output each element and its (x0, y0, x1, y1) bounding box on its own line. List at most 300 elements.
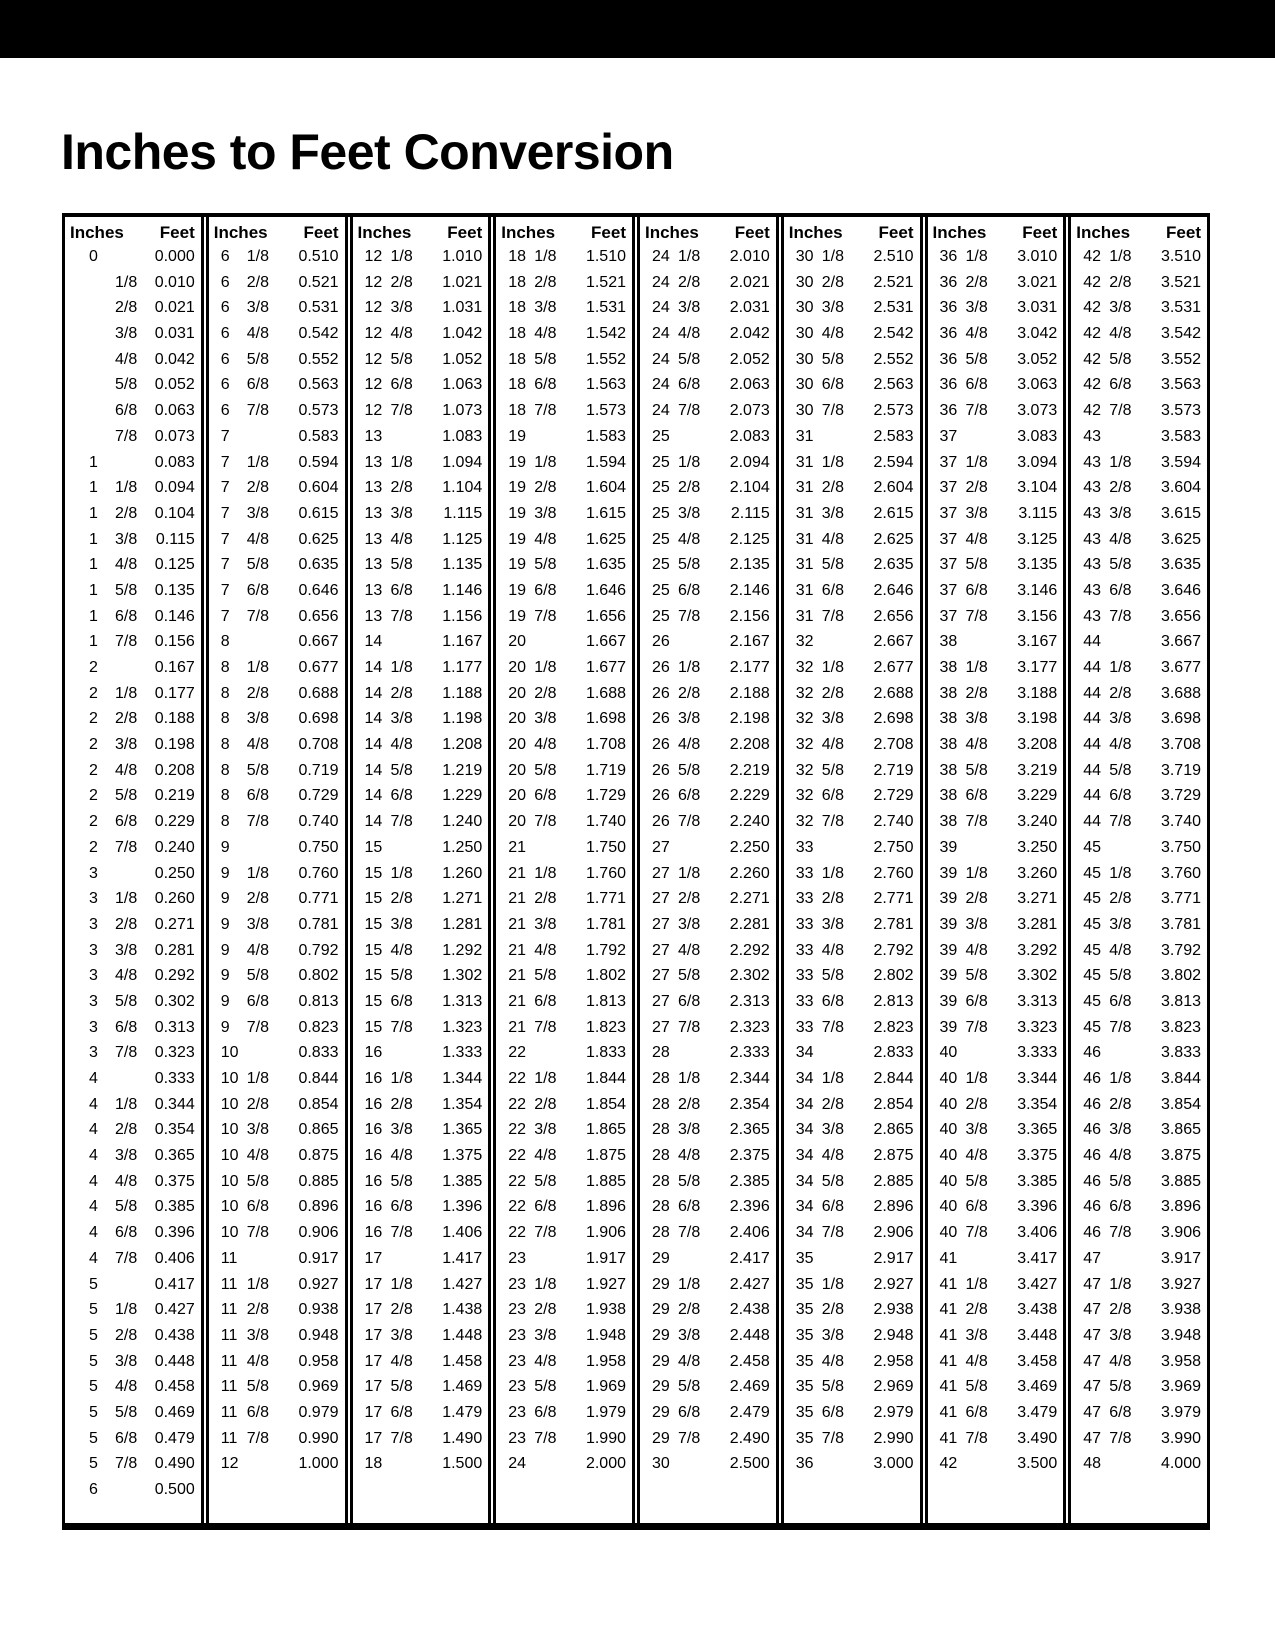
cell-inches-whole: 4 (89, 1198, 98, 1216)
cell-inches-whole (89, 372, 115, 398)
cell-inches-whole: 19 (508, 479, 527, 497)
table-row (496, 1220, 632, 1246)
cell-feet-value: 0.375 (154, 1172, 195, 1190)
cell-inches-whole: 2 (89, 659, 98, 676)
cell-inches-fraction: 2/8 (246, 1301, 269, 1319)
cell-inches-whole: 39 (939, 1018, 958, 1036)
cell-inches-whole: 9 (220, 941, 230, 959)
cell-inches-whole: 19 (508, 427, 527, 445)
table-row (928, 501, 1064, 527)
cell-inches-fraction: 5/8 (534, 1378, 557, 1396)
cell-inches-whole: 25 (652, 607, 670, 625)
table-row (928, 1426, 1064, 1452)
table-row (496, 655, 632, 681)
cell-feet-value: 1.021 (442, 273, 483, 291)
cell-feet-value: 1.594 (585, 453, 626, 471)
cell-inches-fraction: 6/8 (821, 1403, 844, 1421)
cell-inches-fraction: 3/8 (965, 710, 988, 728)
cell-feet-value: 0.167 (154, 659, 195, 676)
cell-inches-whole: 37 (939, 556, 958, 574)
cell-inches-whole: 25 (652, 581, 670, 599)
cell-inches-fraction: 3/8 (965, 1326, 988, 1344)
cell-inches-whole: 37 (939, 607, 958, 625)
cell-feet-value: 2.302 (729, 967, 770, 985)
cell-inches-fraction: 4/8 (821, 530, 844, 548)
table-row (209, 1426, 345, 1452)
cell-feet-value: 3.750 (1160, 838, 1201, 856)
cell-inches-fraction: 2/8 (965, 890, 988, 908)
table-row (65, 912, 201, 938)
cell-inches-fraction: 4/8 (390, 530, 413, 548)
cell-inches-whole: 35 (795, 1403, 814, 1421)
cell-inches-whole: 26 (652, 684, 670, 702)
cell-inches-fraction: 1/8 (678, 864, 701, 882)
table-row (640, 501, 776, 527)
cell-inches-whole: 21 (508, 941, 527, 959)
table-row (928, 706, 1064, 732)
table-row (496, 475, 632, 501)
cell-feet-value: 2.896 (873, 1198, 914, 1216)
table-row (928, 1040, 1064, 1066)
cell-inches-whole: 45 (1083, 864, 1102, 882)
cell-inches-fraction: 6/8 (246, 376, 269, 394)
cell-inches-whole: 0 (89, 248, 98, 265)
table-header-row (496, 217, 632, 244)
table-row (1071, 295, 1207, 321)
table-row (928, 1246, 1064, 1272)
cell-feet-value: 3.781 (1160, 915, 1201, 933)
table-row (1071, 1349, 1207, 1375)
table-row (353, 938, 489, 964)
cell-inches-fraction: 5/8 (246, 761, 269, 779)
cell-inches-fraction: 2/8 (390, 1095, 413, 1113)
table-row (784, 655, 920, 681)
cell-inches-whole: 40 (939, 1070, 958, 1087)
cell-feet-value: 0.667 (298, 633, 339, 651)
table-row (784, 1426, 920, 1452)
cell-inches-fraction: 4/8 (390, 736, 413, 754)
cell-feet-value: 1.771 (585, 890, 626, 908)
table-row (65, 706, 201, 732)
cell-feet-value: 1.542 (585, 325, 626, 343)
cell-inches-whole: 25 (652, 479, 670, 497)
table-row (784, 732, 920, 758)
cell-inches-whole: 4 (89, 1095, 98, 1113)
cell-feet-value: 1.510 (585, 248, 626, 265)
table-row (928, 1451, 1064, 1477)
cell-feet-value: 0.688 (298, 684, 339, 702)
cell-inches-whole: 39 (939, 967, 958, 985)
cell-inches-whole: 24 (652, 325, 670, 343)
table-row (209, 655, 345, 681)
cell-feet-value: 0.479 (154, 1429, 195, 1447)
cell-inches-fraction: 5/8 (390, 761, 413, 779)
cell-feet-value: 1.917 (585, 1249, 626, 1267)
cell-inches-whole: 7 (220, 427, 230, 445)
cell-inches-fraction: 7/8 (390, 813, 413, 831)
cell-inches-fraction: 2/8 (390, 273, 413, 291)
cell-inches-whole: 16 (364, 1147, 383, 1165)
cell-feet-value: 2.010 (729, 248, 770, 265)
cell-feet-value: 1.719 (585, 761, 626, 779)
cell-feet-value: 1.115 (443, 504, 483, 522)
table-row (640, 321, 776, 347)
cell-inches-whole: 2 (89, 813, 98, 831)
cell-feet-value: 1.167 (442, 633, 483, 651)
cell-inches-fraction: 4/8 (390, 1147, 413, 1165)
table-row (928, 244, 1064, 270)
cell-inches-fraction: 7/8 (246, 1429, 269, 1447)
cell-inches-fraction: 6/8 (246, 581, 269, 599)
table-row (496, 1400, 632, 1426)
cell-inches-fraction: 4/8 (678, 1147, 701, 1165)
cell-inches-fraction: 6/8 (246, 1403, 269, 1421)
cell-inches-fraction: 1/8 (115, 890, 138, 908)
table-row (353, 1220, 489, 1246)
cell-feet-value: 0.271 (154, 915, 195, 933)
cell-inches-whole: 3 (89, 1044, 98, 1062)
cell-feet-value: 3.885 (1160, 1172, 1201, 1190)
cell-feet-value: 2.854 (873, 1095, 914, 1113)
cell-inches-fraction: 7/8 (965, 607, 988, 625)
cell-inches-whole: 10 (220, 1044, 239, 1062)
table-row (928, 963, 1064, 989)
cell-inches-fraction: 7/8 (965, 813, 988, 831)
cell-feet-value: 3.177 (1017, 659, 1058, 676)
cell-feet-value: 3.229 (1017, 787, 1058, 805)
cell-inches-fraction: 6/8 (115, 607, 138, 625)
cell-inches-fraction: 7/8 (965, 402, 988, 420)
table-row (209, 1323, 345, 1349)
table-row (640, 758, 776, 784)
table-row (209, 552, 345, 578)
table-row (353, 758, 489, 784)
cell-inches-fraction: 3/8 (534, 915, 557, 933)
cell-inches-whole: 27 (652, 890, 670, 908)
table-row (928, 347, 1064, 373)
cell-inches-whole: 13 (364, 607, 383, 625)
cell-inches-whole: 17 (364, 1403, 383, 1421)
cell-inches-whole: 19 (508, 581, 527, 599)
table-row (353, 527, 489, 553)
cell-inches-fraction: 4/8 (678, 530, 701, 548)
cell-inches-whole: 15 (364, 890, 383, 908)
column-header-feet: Feet (591, 223, 626, 242)
table-row (1071, 655, 1207, 681)
cell-inches-whole: 38 (939, 710, 958, 728)
table-row (784, 1297, 920, 1323)
cell-inches-fraction: 4/8 (678, 1352, 701, 1370)
cell-inches-whole: 45 (1083, 992, 1102, 1010)
cell-inches-whole: 29 (652, 1326, 670, 1344)
cell-feet-value: 1.906 (585, 1224, 626, 1242)
table-row (65, 450, 201, 476)
table-row (784, 681, 920, 707)
cell-feet-value: 2.594 (873, 453, 914, 471)
cell-inches-fraction: 3/8 (678, 915, 701, 933)
table-row (496, 989, 632, 1015)
cell-inches-whole: 38 (939, 684, 958, 702)
cell-feet-value: 2.792 (873, 941, 914, 959)
cell-inches-fraction: 7/8 (534, 402, 557, 420)
cell-feet-value: 0.833 (298, 1044, 339, 1062)
cell-inches-fraction: 6/8 (115, 1018, 138, 1036)
cell-inches-fraction: 4/8 (246, 325, 269, 343)
table-row (784, 244, 920, 270)
cell-inches-fraction: 5/8 (678, 1172, 701, 1190)
cell-inches-fraction: 5/8 (390, 350, 413, 368)
cell-inches-fraction: 4/8 (246, 736, 269, 754)
table-row (640, 372, 776, 398)
cell-inches-fraction: 6/8 (390, 1198, 413, 1216)
cell-inches-whole: 7 (220, 453, 230, 471)
cell-inches-whole: 1 (89, 479, 98, 497)
cell-inches-fraction: 1/8 (390, 248, 413, 265)
cell-feet-value: 1.135 (442, 556, 483, 574)
table-row (209, 1374, 345, 1400)
cell-feet-value: 1.375 (442, 1147, 483, 1165)
table-row (1071, 1066, 1207, 1092)
cell-feet-value: 3.344 (1017, 1070, 1058, 1087)
cell-feet-value: 2.938 (873, 1301, 914, 1319)
cell-feet-value: 0.417 (154, 1275, 195, 1293)
cell-inches-whole: 32 (795, 659, 814, 676)
table-row (209, 1143, 345, 1169)
cell-feet-value: 1.177 (442, 659, 483, 676)
scan-artifact-top-bar (0, 0, 1275, 58)
cell-inches-whole: 27 (652, 838, 670, 856)
cell-inches-fraction: 5/8 (1109, 556, 1132, 574)
cell-inches-whole: 47 (1083, 1326, 1102, 1344)
cell-inches-whole: 13 (364, 479, 383, 497)
cell-feet-value: 2.375 (729, 1147, 770, 1165)
cell-feet-value: 2.365 (729, 1121, 770, 1139)
cell-inches-fraction: 3/8 (678, 504, 701, 522)
cell-feet-value: 0.406 (154, 1249, 195, 1267)
cell-inches-whole: 35 (795, 1352, 814, 1370)
table-row (784, 1220, 920, 1246)
cell-feet-value: 3.688 (1160, 684, 1201, 702)
table-row (65, 321, 201, 347)
cell-feet-value: 0.104 (154, 504, 195, 522)
cell-inches-whole: 27 (652, 864, 670, 882)
cell-inches-whole: 32 (795, 761, 814, 779)
cell-feet-value: 1.104 (442, 479, 483, 497)
table-row (640, 1297, 776, 1323)
cell-feet-value: 2.125 (729, 530, 770, 548)
table-row (496, 732, 632, 758)
table-row (1071, 1220, 1207, 1246)
cell-feet-value: 0.083 (154, 453, 195, 471)
table-row (209, 938, 345, 964)
table-row (1071, 758, 1207, 784)
table-row (353, 1374, 489, 1400)
cell-inches-whole: 40 (939, 1121, 958, 1139)
cell-inches-fraction: 7/8 (246, 813, 269, 831)
cell-feet-value: 1.677 (585, 659, 626, 676)
cell-inches-fraction: 5/8 (965, 761, 988, 779)
cell-feet-value: 0.188 (154, 710, 195, 728)
cell-feet-value: 1.000 (298, 1455, 339, 1473)
cell-inches-fraction: 4/8 (115, 1172, 138, 1190)
cell-inches-fraction: 3/8 (390, 915, 413, 933)
table-row (928, 1349, 1064, 1375)
cell-feet-value: 0.719 (298, 761, 339, 779)
cell-inches-fraction: 1/8 (534, 659, 557, 676)
cell-inches-fraction: 7/8 (1109, 1224, 1132, 1242)
table-row (928, 1297, 1064, 1323)
cell-feet-value: 0.583 (298, 427, 339, 445)
cell-inches-whole: 12 (220, 1455, 239, 1473)
cell-inches-fraction: 6/8 (821, 1198, 844, 1216)
cell-feet-value: 2.417 (729, 1249, 770, 1267)
cell-inches-fraction: 3/8 (115, 941, 138, 959)
table-row (1071, 1143, 1207, 1169)
table-row (640, 1323, 776, 1349)
cell-inches-fraction: 2/8 (678, 1301, 701, 1319)
cell-inches-whole: 33 (795, 967, 814, 985)
table-row (65, 475, 201, 501)
cell-inches-fraction: 6/8 (115, 1224, 138, 1242)
table-row (496, 1297, 632, 1323)
cell-feet-value: 3.146 (1017, 581, 1058, 599)
cell-inches-whole: 27 (652, 967, 670, 985)
cell-inches-whole: 30 (795, 248, 814, 265)
table-row (496, 1246, 632, 1272)
cell-feet-value: 3.760 (1160, 864, 1201, 882)
cell-inches-whole: 5 (89, 1275, 98, 1293)
table-row (353, 629, 489, 655)
cell-inches-fraction: 4/8 (390, 325, 413, 343)
table-row (65, 1426, 201, 1452)
cell-feet-value: 1.875 (585, 1147, 626, 1165)
table-row (784, 295, 920, 321)
cell-feet-value: 1.667 (585, 633, 626, 651)
cell-inches-fraction: 1/8 (246, 659, 269, 676)
table-row (209, 1040, 345, 1066)
cell-inches-fraction: 5/8 (1109, 1172, 1132, 1190)
cell-inches-whole: 34 (795, 1121, 814, 1139)
table-row (496, 1272, 632, 1298)
cell-inches-fraction: 7/8 (821, 1018, 844, 1036)
cell-inches-whole: 22 (508, 1198, 527, 1216)
table-row (496, 783, 632, 809)
cell-inches-whole: 11 (220, 1275, 238, 1293)
cell-feet-value: 0.906 (298, 1224, 339, 1242)
table-row (353, 295, 489, 321)
cell-inches-whole: 36 (939, 350, 958, 368)
cell-feet-value: 3.917 (1160, 1249, 1201, 1267)
cell-inches-fraction: 7/8 (390, 607, 413, 625)
cell-inches-whole: 42 (1083, 299, 1102, 317)
cell-feet-value: 2.021 (729, 273, 770, 291)
table-row (209, 475, 345, 501)
cell-feet-value: 1.552 (585, 350, 626, 368)
cell-inches-fraction: 1/8 (821, 248, 844, 265)
table-row (1071, 963, 1207, 989)
table-row (784, 1117, 920, 1143)
table-row (65, 1349, 201, 1375)
cell-feet-value: 2.333 (729, 1044, 770, 1062)
table-row (353, 424, 489, 450)
cell-feet-value: 3.531 (1160, 299, 1201, 317)
cell-inches-fraction: 5/8 (678, 761, 701, 779)
table-header-row (784, 217, 920, 244)
cell-feet-value: 1.490 (442, 1429, 483, 1447)
table-row (209, 1194, 345, 1220)
table-row (65, 861, 201, 887)
cell-inches-fraction: 7/8 (1109, 1429, 1132, 1447)
cell-inches-fraction: 6/8 (390, 581, 413, 599)
cell-feet-value: 0.031 (154, 325, 195, 343)
cell-inches-whole: 11 (220, 1429, 238, 1447)
cell-feet-value: 1.854 (585, 1095, 626, 1113)
table-row (65, 681, 201, 707)
cell-inches-whole: 47 (1083, 1301, 1102, 1319)
cell-feet-value: 1.240 (442, 813, 483, 831)
cell-inches-whole: 3 (89, 864, 98, 882)
table-row (353, 1092, 489, 1118)
cell-inches-whole: 36 (939, 299, 958, 317)
cell-inches-fraction: 6/8 (115, 1429, 138, 1447)
cell-feet-value: 1.427 (442, 1275, 483, 1293)
cell-feet-value: 1.333 (442, 1044, 483, 1062)
cell-inches-whole: 42 (1083, 248, 1102, 265)
cell-feet-value: 3.115 (1018, 504, 1058, 522)
table-row (209, 372, 345, 398)
cell-inches-whole: 18 (508, 402, 527, 420)
cell-inches-whole: 31 (795, 530, 814, 548)
cell-inches-whole: 8 (220, 633, 230, 651)
cell-feet-value: 1.052 (442, 350, 483, 368)
cell-feet-value: 2.156 (729, 607, 770, 625)
table-row (496, 758, 632, 784)
cell-inches-whole: 31 (795, 581, 814, 599)
cell-inches-whole: 33 (795, 1018, 814, 1036)
cell-feet-value: 2.531 (873, 299, 914, 317)
cell-feet-value: 3.031 (1017, 299, 1058, 317)
cell-inches-whole: 34 (795, 1198, 814, 1216)
cell-feet-value: 2.906 (873, 1224, 914, 1242)
table-row (640, 450, 776, 476)
table-row (928, 475, 1064, 501)
cell-feet-value: 2.740 (873, 813, 914, 831)
cell-inches-whole: 26 (652, 659, 670, 676)
cell-feet-value: 3.438 (1017, 1301, 1058, 1319)
table-header-row (65, 217, 201, 244)
cell-inches-whole: 23 (508, 1326, 527, 1344)
table-row (784, 1451, 920, 1477)
cell-feet-value: 3.813 (1160, 992, 1201, 1010)
table-row (65, 1297, 201, 1323)
table-row (640, 655, 776, 681)
cell-feet-value: 2.635 (873, 556, 914, 574)
table-row (1071, 1400, 1207, 1426)
cell-inches-fraction: 4/8 (965, 325, 988, 343)
cell-inches-whole: 6 (220, 325, 230, 343)
cell-inches-fraction: 7/8 (534, 1429, 557, 1447)
cell-inches-fraction: 2/8 (534, 684, 557, 702)
table-row (1071, 912, 1207, 938)
cell-inches-fraction: 1/8 (821, 1275, 844, 1293)
cell-inches-fraction: 1/8 (534, 248, 557, 265)
table-row (353, 1194, 489, 1220)
table-row (928, 1117, 1064, 1143)
cell-inches-fraction: 6/8 (534, 787, 557, 805)
table-row (209, 629, 345, 655)
cell-feet-value: 3.698 (1160, 710, 1201, 728)
cell-feet-value: 3.719 (1160, 761, 1201, 779)
